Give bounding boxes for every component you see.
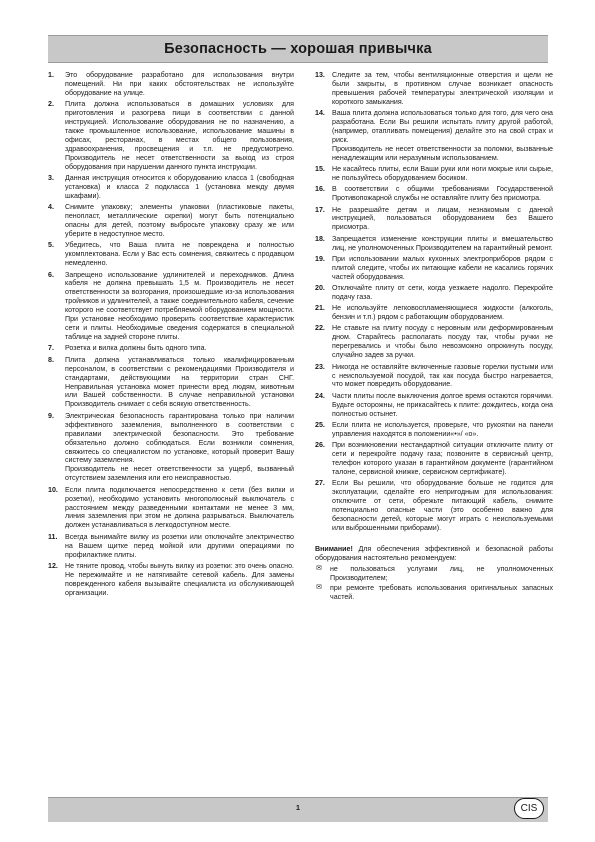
- warning-item-text: при ремонте требовать использования оригинальных запасных частей.: [330, 583, 553, 601]
- warning-list: [315, 565, 553, 602]
- item-number: 22.: [315, 324, 325, 333]
- item-text: Электрическая безопасность гарантирована только при наличии эффективного заземления, выполненного в соответствии с правилами электрической безопасности. Это требование обязательно должно соблюдаться. Если возникли сомнения, свяжитесь со специалистом по установке, который проверит Вашу систему заземления.: [65, 411, 294, 465]
- item-text: Не используйте легковоспламеняющиеся жидкости (алкоголь, бензин и т.п.) рядом с работающим оборудованием.: [332, 304, 553, 322]
- item-text: При возникновении нестандартной ситуации отключите плиту от сети и перекройте подачу газа; позвоните в сервисный центр, телефон которого указан в гарантийном документе (гарантийном талоне, сервисной книжке, сервисном сертификате).: [332, 441, 553, 476]
- item-number: 13.: [315, 71, 325, 79]
- item-text: Розетка и вилка должны быть одного типа.: [65, 344, 207, 353]
- item-number: 26.: [315, 441, 325, 450]
- safety-item: [48, 486, 294, 531]
- item-text: Части плиты после выключения долгое время остаются горячими. Будьте осторожны, не прикасайтесь к плите: дождитесь, когда она полностью остынет.: [332, 391, 553, 418]
- safety-item: [48, 71, 294, 98]
- left-column: [48, 71, 294, 600]
- item-text: Ваша плита должна использоваться только для того, для чего она разработана. Если Вы решили испытать плиту другой работой, (например, отапливать помещения) делайте это на свой страх и риск.: [332, 109, 553, 144]
- item-number: 10.: [48, 485, 58, 494]
- item-number: 8.: [48, 355, 54, 364]
- safety-item: [315, 235, 553, 253]
- item-text: Запрещено использование удлинителей и переходников. Длина кабеля не должна превышать 1,5 м. Производитель не несет ответственности за возгорания, произошедшие из-за использования тройников и удлинителей, а также соединительного кабеля, сечение которого не соответствует потребляемой оборудованием мощности. При установке необходимо проверить соответствие характеристик сети и плиты. Необходимые сведения содержатся в специальной таблице на задней стороне плиты.: [65, 270, 294, 342]
- item-number: 17.: [315, 205, 325, 214]
- item-number: 5.: [48, 241, 54, 250]
- item-number: 20.: [315, 284, 325, 293]
- warning-intro: Для обеспечения эффективной и безопасной работы оборудования настоятельно рекомендуем:: [315, 544, 553, 562]
- item-text: Если плита подключается непосредственно к сети (без вилки и розетки), необходимо установить многополюсный выключатель с расстоянием между разведенными контактами не менее 3 мм, линия заземления при этом не должна разрываться. Выключатель должен устанавливаться в легкодоступном месте.: [65, 485, 294, 530]
- safety-item: [315, 255, 553, 282]
- safety-item: [315, 165, 553, 183]
- right-item-list: [315, 71, 553, 533]
- item-text: Плита должна использоваться в домашних условиях для приготовления и разогрева пищи в соответствии с данной инструкцией. Использование оборудования не по назначению, а также промышленное использование, использование машины в офисах, ресторанах, в местах общего пользования, здравоохранения, просвещения и т.п. не предусмотрено. Производитель не несет ответственности за выход из строя оборудования при нарушении данного пункта инструкции.: [65, 100, 294, 171]
- item-number: 19.: [315, 254, 325, 263]
- safety-item: [315, 479, 553, 533]
- item-text: Это оборудование разработано для использования внутри помещений. Ни при каких обстоятельствах не используйте оборудование на улице.: [65, 71, 294, 97]
- safety-item: [48, 271, 294, 343]
- footer-bar: [48, 797, 548, 822]
- right-column: [315, 71, 553, 603]
- item-text: При использовании малых кухонных электроприборов рядом с плитой следите, чтобы их питающие кабели не касались горячих частей оборудования.: [332, 254, 553, 281]
- item-number: 25.: [315, 420, 325, 429]
- item-number: 9.: [48, 411, 54, 420]
- safety-item: [48, 356, 294, 410]
- item-number: 14.: [315, 109, 325, 118]
- item-text: Снимите упаковку; элементы упаковки (пластиковые пакеты, пенопласт, металлические скрепки) могут быть потенциально опасны для детей, поэтому выбросьте упаковку сразу же или уберите в недоступное место.: [65, 203, 294, 239]
- item-number: 1.: [48, 71, 54, 79]
- item-text: Запрещается изменение конструкции плиты и вмешательство лиц, не уполномоченных Производителем на гарантийный ремонт.: [332, 234, 553, 252]
- item-number: 23.: [315, 362, 325, 371]
- item-text: Убедитесь, что Ваша плита не повреждена и полностью укомплектована. Если у Вас есть сомнения, свяжитесь с продавцом немедленно.: [65, 241, 294, 268]
- safety-item: [48, 412, 294, 484]
- safety-item: [315, 109, 553, 163]
- item-number: 15.: [315, 165, 325, 174]
- item-text: Не ставьте на плиту посуду с неровным или деформированным дном. Старайтесь располагать посуду так, чтобы ручки не перегревались и чтобы было невозможно опрокинуть посуду, случайно задев за ручки.: [332, 324, 553, 360]
- warning-item-text: не пользоваться услугами лиц, не уполномоченных Производителем;: [330, 564, 553, 582]
- envelope-bullet-icon: ✉: [316, 564, 322, 572]
- safety-item: [48, 100, 294, 172]
- safety-item: [315, 284, 553, 302]
- safety-item: [48, 533, 294, 560]
- item-text: Отключайте плиту от сети, когда уезжаете надолго. Перекройте подачу газа.: [332, 284, 553, 301]
- safety-item: [315, 363, 553, 390]
- item-number: 3.: [48, 174, 54, 183]
- item-number: 27.: [315, 479, 325, 488]
- safety-item: [315, 71, 553, 107]
- item-number: 2.: [48, 100, 54, 109]
- safety-item: [48, 174, 294, 201]
- safety-item: [48, 562, 294, 598]
- safety-item: [315, 392, 553, 419]
- item-number: 24.: [315, 391, 325, 400]
- safety-item: [48, 203, 294, 239]
- safety-item: [315, 206, 553, 233]
- warning-item: [315, 565, 553, 583]
- safety-item: [48, 344, 294, 353]
- left-item-list: [48, 71, 294, 598]
- item-text: Если Вы решили, что оборудование больше не годится для эксплуатации, сделайте его непригодным для использования: отключите от сети, обрежьте питающий кабель, снимите потенциально опасные части (это особенно важно для безопасности детей, которые могут играть с неиспользуемыми или выброшенными приборами).: [332, 479, 553, 532]
- safety-item: [315, 441, 553, 477]
- item-number: 21.: [315, 304, 325, 313]
- item-text: Не касайтесь плиты, если Ваши руки или ноги мокрые или сырые, не пользуйтесь оборудованием босиком.: [332, 165, 553, 183]
- item-text: Не разрешайте детям и лицам, незнакомым с данной инструкцией, пользоваться оборудованием без Вашего присмотра.: [332, 205, 553, 232]
- warning-box: [315, 545, 553, 602]
- warning-label: Внимание!: [315, 544, 353, 553]
- item-text: Если плита не используется, проверьте, что рукоятки на панели управления находятся в положении«•»/ «о».: [332, 420, 553, 438]
- item-number: 6.: [48, 270, 54, 279]
- item-number: 18.: [315, 234, 325, 243]
- item-number: 16.: [315, 185, 325, 194]
- item-number: 7.: [48, 344, 54, 353]
- envelope-bullet-icon: ✉: [316, 583, 322, 591]
- item-text: Плита должна устанавливаться только квалифицированным персоналом, в соответствии с рекомендациями Производителя и стандартами, действующими на территории стран СНГ. Неправильная установка может принести вред людям, животным или Вашей собственности. В случае неправильной установки Производитель снимает с себя всякую ответственность.: [65, 355, 294, 409]
- safety-item: [315, 304, 553, 322]
- page-title-bar: [48, 35, 548, 63]
- item-number: 11.: [48, 532, 58, 541]
- item-text: Следите за тем, чтобы вентиляционные отверстия и щели не были закрыты, в противном случае возникает опасность превышения рабочей температуры электрической изоляции и короткого замыкания.: [332, 71, 553, 106]
- item-text: Данная инструкция относится к оборудованию класса 1 (свободная установка) и класса 2 подкласса 1 (установка между двумя шкафами).: [65, 174, 294, 200]
- item-text: В соответствии с общими требованиями Государственной Противопожарной службы не оставляйте плиту без присмотра.: [332, 185, 553, 203]
- item-text: Никогда не оставляйте включенные газовые горелки пустыми или с неиспользуемой посудой, так как посуда быстро нагревается, что может повредить оборудование.: [332, 362, 553, 389]
- item-text: Производитель не несет ответственности за поломки, вызванные ненадлежащим или неразумным использованием.: [332, 144, 553, 162]
- warning-item: [315, 584, 553, 602]
- safety-item: [48, 241, 294, 268]
- page-number: 1: [295, 803, 301, 812]
- page-title: Безопасность — хорошая привычка: [164, 41, 432, 57]
- safety-item: [315, 421, 553, 439]
- item-number: 4.: [48, 203, 54, 212]
- cis-badge: CIS: [514, 798, 544, 819]
- item-number: 12.: [48, 561, 58, 570]
- item-text: Производитель не несет ответственности за ущерб, вызванный отсутствием заземления или его неисправностью.: [65, 465, 294, 483]
- item-text: Всегда вынимайте вилку из розетки или отключайте электричество на Вашем щитке перед мойкой или другими операциями по профилактике плиты.: [65, 532, 294, 559]
- safety-item: [315, 185, 553, 203]
- item-text: Не тяните провод, чтобы вынуть вилку из розетки: это очень опасно. Не пережимайте и не натягивайте сетевой кабель. Для замены поврежденного кабеля вызывайте специалиста из обслуживающей организации.: [65, 561, 294, 597]
- safety-item: [315, 324, 553, 360]
